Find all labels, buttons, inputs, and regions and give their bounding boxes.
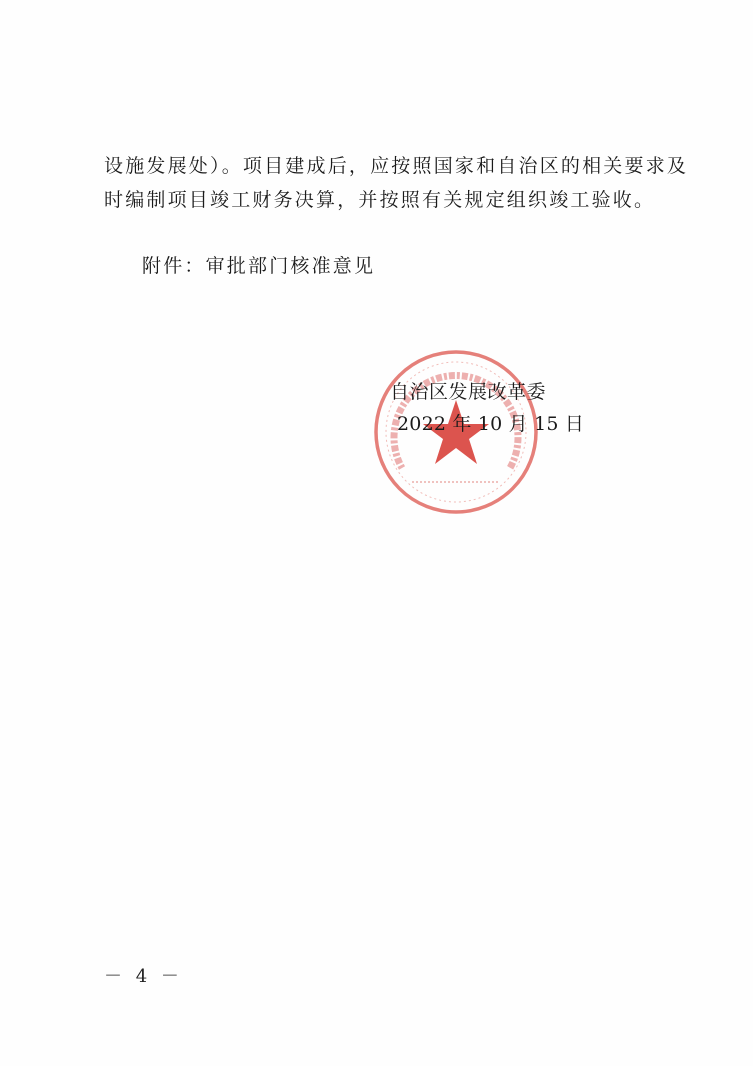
page-number: － 4 －	[104, 966, 183, 987]
paragraph-line: 时编制项目竣工财务决算，并按照有关规定组织竣工验收。	[104, 189, 656, 211]
paragraph-line: 设施发展处）。项目建成后，应按照国家和自治区的相关要求及	[104, 155, 689, 177]
signing-date: 2022 年 10 月 15 日	[397, 413, 585, 435]
attachment-note: 附件：审批部门核准意见	[142, 255, 376, 277]
signing-organization: 自治区发展改革委	[390, 381, 547, 403]
